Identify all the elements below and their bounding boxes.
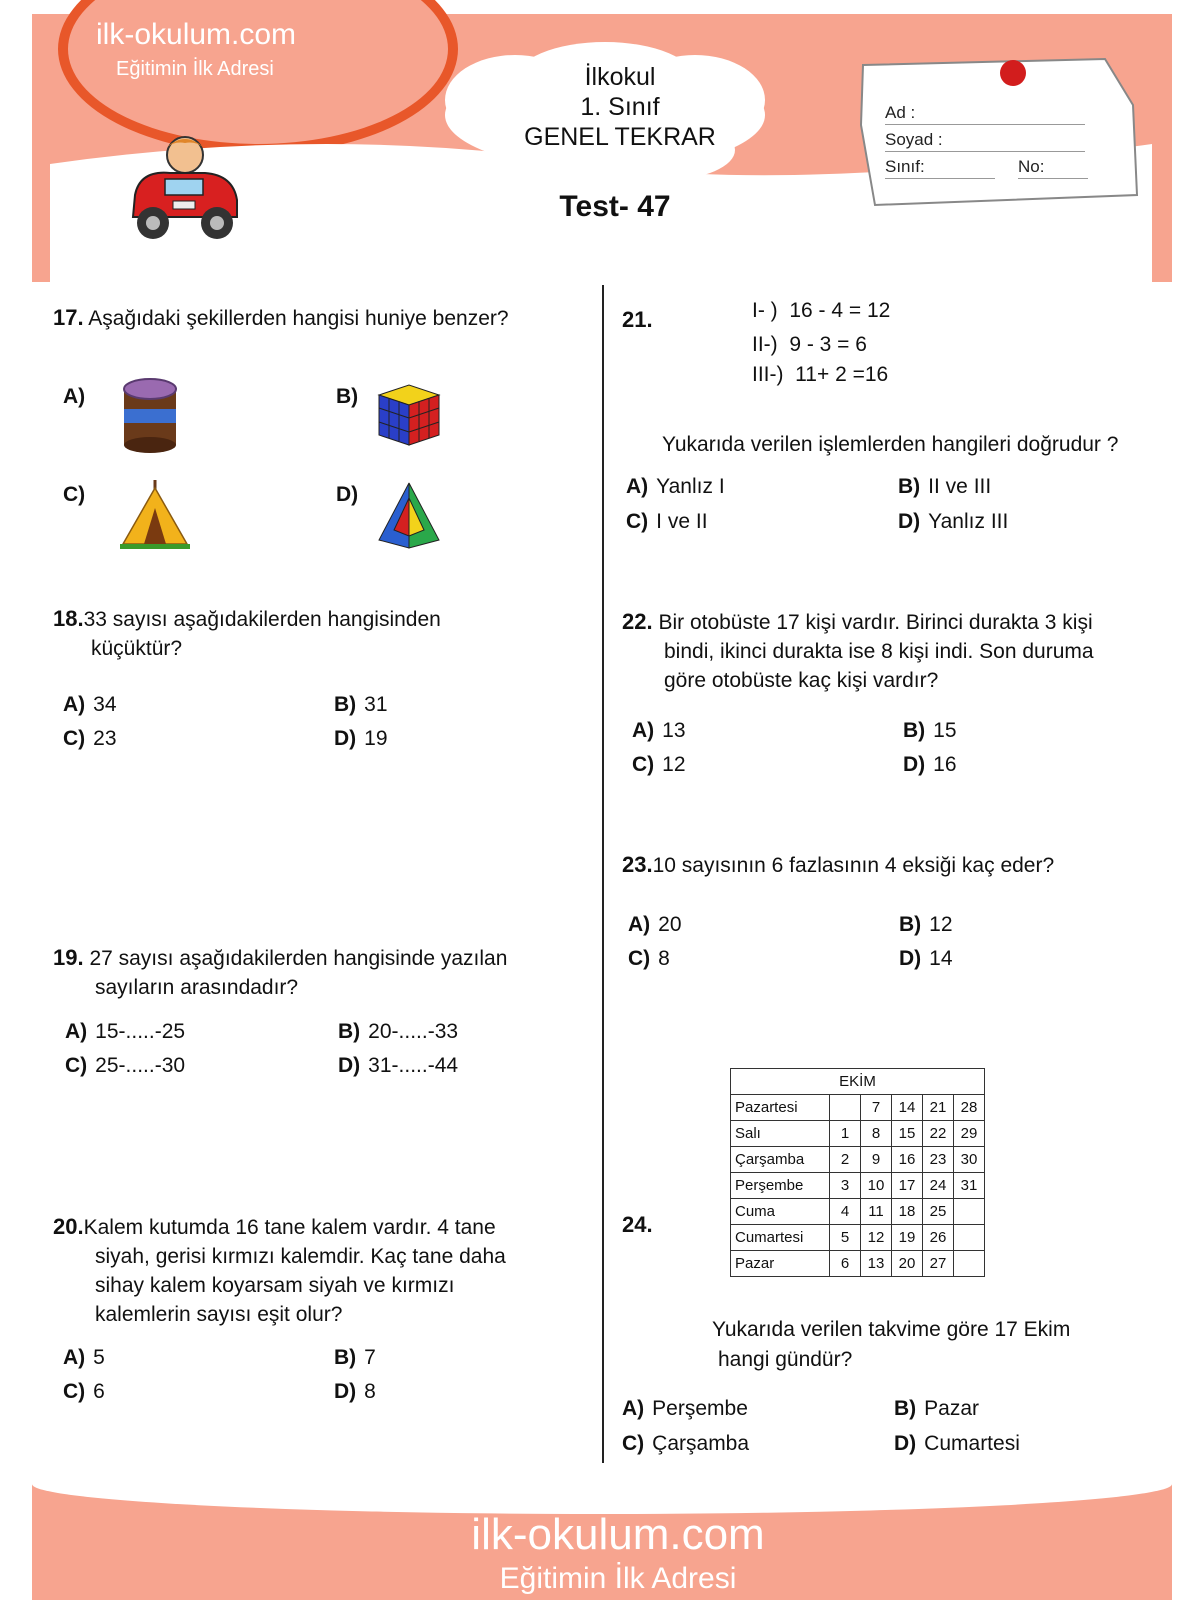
label-soyad: Soyad : bbox=[885, 130, 943, 149]
october-calendar bbox=[730, 1068, 985, 1277]
question-text: 10 sayısının 6 fazlasının 4 eksiği kaç eder? bbox=[652, 854, 1055, 877]
calendar-day-name: Pazartesi bbox=[731, 1095, 830, 1121]
calendar-date: 22 bbox=[923, 1121, 954, 1147]
grade-level: 1. Sınıf bbox=[580, 93, 660, 121]
calendar-date: 4 bbox=[830, 1199, 861, 1225]
calendar-date: 29 bbox=[954, 1121, 985, 1147]
option-d[interactable] bbox=[899, 947, 953, 971]
option-c[interactable]: C) bbox=[63, 483, 86, 506]
calendar-date: 28 bbox=[954, 1095, 985, 1121]
calendar-row bbox=[731, 1225, 985, 1251]
logo-site-name[interactable]: ilk-okulum.com bbox=[96, 18, 297, 51]
calendar-date: 27 bbox=[923, 1251, 954, 1277]
option-letter: C) bbox=[63, 1380, 86, 1403]
option-b[interactable] bbox=[338, 1020, 458, 1044]
statement-text: 16 - 4 = 12 bbox=[789, 299, 891, 322]
option-c[interactable] bbox=[622, 1432, 749, 1456]
option-a[interactable] bbox=[622, 1397, 748, 1421]
option-value: I ve II bbox=[656, 510, 708, 533]
calendar-date: 19 bbox=[892, 1225, 923, 1251]
option-letter: B) bbox=[898, 475, 921, 498]
calendar-date bbox=[954, 1251, 985, 1277]
option-b[interactable] bbox=[334, 1346, 376, 1370]
question-number: 17. bbox=[53, 305, 84, 330]
option-letter: A) bbox=[65, 1020, 88, 1043]
calendar-date: 17 bbox=[892, 1173, 923, 1199]
question-24-number: 24. bbox=[622, 1212, 653, 1237]
option-d[interactable] bbox=[894, 1432, 1020, 1456]
option-value: Yanlız I bbox=[656, 475, 725, 498]
cube-image bbox=[374, 380, 444, 450]
question-text-line1: Kalem kutumda 16 tane kalem vardır. 4 tane bbox=[83, 1216, 496, 1239]
calendar-day-name: Cumartesi bbox=[731, 1225, 830, 1251]
calendar-day-name: Perşembe bbox=[731, 1173, 830, 1199]
calendar-day-name: Cuma bbox=[731, 1199, 830, 1225]
thought-bubbles bbox=[240, 170, 440, 230]
option-letter: A) bbox=[622, 1397, 645, 1420]
option-value: 31 bbox=[364, 693, 388, 716]
question-text-line1: 33 sayısı aşağıdakilerden hangisinden bbox=[83, 608, 441, 631]
header-title bbox=[470, 62, 770, 152]
option-letter: B) bbox=[894, 1397, 917, 1420]
calendar-date: 3 bbox=[830, 1173, 861, 1199]
option-a[interactable]: A) bbox=[63, 385, 86, 408]
option-letter: C) bbox=[626, 510, 649, 533]
option-value: Yanlız III bbox=[928, 510, 1009, 533]
calendar-date: 11 bbox=[861, 1199, 892, 1225]
option-letter: D) bbox=[338, 1054, 361, 1077]
statement-3 bbox=[752, 360, 888, 390]
calendar-date: 25 bbox=[923, 1199, 954, 1225]
question-text-line1: 27 sayısı aşağıdakilerden hangisinde yazılan bbox=[89, 947, 508, 970]
statement-label: III-) bbox=[752, 363, 784, 386]
option-letter: D) bbox=[898, 510, 921, 533]
option-c[interactable] bbox=[63, 727, 117, 751]
calendar-day-name: Pazar bbox=[731, 1251, 830, 1277]
calendar-date: 7 bbox=[861, 1095, 892, 1121]
calendar-date: 15 bbox=[892, 1121, 923, 1147]
calendar-title: EKİM bbox=[731, 1069, 985, 1095]
calendar-date bbox=[830, 1095, 861, 1121]
column-divider bbox=[602, 285, 604, 1463]
question-text: Aşağıdaki şekillerden hangisi huniye benzer? bbox=[88, 307, 509, 330]
label-ad: Ad : bbox=[885, 103, 916, 122]
option-letter: D) bbox=[903, 753, 926, 776]
statement-label: I- ) bbox=[752, 299, 778, 322]
option-letter: C) bbox=[63, 727, 86, 750]
question-text-line3: göre otobüste kaç kişi vardır? bbox=[664, 669, 939, 692]
calendar-date: 16 bbox=[892, 1147, 923, 1173]
calendar-date: 26 bbox=[923, 1225, 954, 1251]
option-d[interactable] bbox=[903, 753, 957, 777]
calendar-date: 6 bbox=[830, 1251, 861, 1277]
cylinder-image bbox=[116, 375, 186, 455]
option-value: 8 bbox=[658, 947, 670, 970]
calendar-date: 20 bbox=[892, 1251, 923, 1277]
option-value: 15-.....-25 bbox=[95, 1020, 186, 1043]
question-text-line2: siyah, gerisi kırmızı kalemdir. Kaç tane daha bbox=[95, 1245, 506, 1268]
option-letter: D) bbox=[894, 1432, 917, 1455]
calendar-date: 30 bbox=[954, 1147, 985, 1173]
option-letter: B) bbox=[903, 719, 926, 742]
option-b[interactable] bbox=[898, 475, 991, 499]
option-c[interactable] bbox=[626, 510, 708, 534]
option-d[interactable] bbox=[334, 1380, 376, 1404]
question-text-line2: hangi gündür? bbox=[718, 1348, 853, 1371]
option-value: 13 bbox=[662, 719, 686, 742]
calendar-date: 14 bbox=[892, 1095, 923, 1121]
question-number: 22. bbox=[622, 609, 653, 634]
calendar-body bbox=[731, 1095, 985, 1277]
label-no: No: bbox=[1018, 157, 1045, 176]
option-value: Perşembe bbox=[652, 1397, 748, 1420]
option-letter: A) bbox=[63, 693, 86, 716]
option-value: 23 bbox=[93, 727, 117, 750]
option-letter: D) bbox=[334, 727, 357, 750]
calendar-date: 12 bbox=[861, 1225, 892, 1251]
option-value: Cumartesi bbox=[924, 1432, 1020, 1455]
option-value: 16 bbox=[933, 753, 957, 776]
calendar-date: 1 bbox=[830, 1121, 861, 1147]
question-21-number: 21. bbox=[622, 307, 653, 332]
option-letter: A) bbox=[63, 1346, 86, 1369]
option-c[interactable] bbox=[632, 753, 686, 777]
option-d[interactable] bbox=[338, 1054, 458, 1078]
footer-tagline: Eğitimin İlk Adresi bbox=[499, 1562, 737, 1595]
question-text: Yukarıda verilen işlemlerden hangileri doğrudur ? bbox=[662, 433, 1119, 456]
pushpin-icon bbox=[1000, 60, 1026, 86]
option-value: Pazar bbox=[924, 1397, 980, 1420]
option-value: Çarşamba bbox=[652, 1432, 750, 1455]
calendar-date: 18 bbox=[892, 1199, 923, 1225]
question-number: 18. bbox=[53, 606, 84, 631]
option-a[interactable] bbox=[626, 475, 725, 499]
option-a[interactable] bbox=[628, 913, 682, 937]
sinif-field[interactable] bbox=[885, 178, 995, 179]
option-letter: C) bbox=[628, 947, 651, 970]
option-letter: C) bbox=[632, 753, 655, 776]
statement-label: II-) bbox=[752, 333, 778, 356]
option-value: 6 bbox=[93, 1380, 105, 1403]
option-c[interactable] bbox=[65, 1054, 185, 1078]
question-23 bbox=[622, 850, 1054, 881]
question-17 bbox=[53, 303, 509, 334]
option-letter: D) bbox=[899, 947, 922, 970]
option-letter: A) bbox=[632, 719, 655, 742]
option-a[interactable] bbox=[63, 693, 117, 717]
option-d[interactable] bbox=[898, 510, 1008, 534]
option-value: 19 bbox=[364, 727, 388, 750]
question-18 bbox=[53, 604, 441, 635]
calendar-date: 21 bbox=[923, 1095, 954, 1121]
question-text-line3: sihay kalem koyarsam siyah ve kırmızı bbox=[95, 1274, 455, 1297]
option-letter: D) bbox=[334, 1380, 357, 1403]
calendar-date: 5 bbox=[830, 1225, 861, 1251]
question-text-line1: Bir otobüste 17 kişi vardır. Birinci durakta 3 kişi bbox=[658, 611, 1093, 634]
option-c[interactable] bbox=[63, 1380, 105, 1404]
question-number: 23. bbox=[622, 852, 653, 877]
label-sinif: Sınıf: bbox=[885, 157, 925, 176]
statement-text: 9 - 3 = 6 bbox=[789, 333, 867, 356]
option-letter: B) bbox=[334, 693, 357, 716]
option-letter: C) bbox=[65, 1054, 88, 1077]
option-letter: B) bbox=[338, 1020, 361, 1043]
option-a[interactable] bbox=[65, 1020, 185, 1044]
calendar-row bbox=[731, 1251, 985, 1277]
option-value: II ve III bbox=[928, 475, 992, 498]
option-b[interactable]: B) bbox=[336, 385, 359, 408]
option-d[interactable]: D) bbox=[336, 483, 359, 506]
option-letter: A) bbox=[628, 913, 651, 936]
cone-tent-image bbox=[118, 478, 193, 553]
subject-title: GENEL TEKRAR bbox=[524, 123, 716, 151]
question-text-line1: Yukarıda verilen takvime göre 17 Ekim bbox=[712, 1318, 1071, 1341]
option-b[interactable] bbox=[903, 719, 957, 743]
calendar-date: 9 bbox=[861, 1147, 892, 1173]
option-value: 34 bbox=[93, 693, 117, 716]
calendar-date: 24 bbox=[923, 1173, 954, 1199]
option-letter: B) bbox=[899, 913, 922, 936]
statement-text: 11+ 2 =16 bbox=[795, 363, 889, 386]
option-b[interactable] bbox=[899, 913, 953, 937]
option-value: 20 bbox=[658, 913, 682, 936]
option-a[interactable] bbox=[63, 1346, 105, 1370]
calendar-row bbox=[731, 1095, 985, 1121]
option-value: 25-.....-30 bbox=[95, 1054, 186, 1077]
option-letter: C) bbox=[622, 1432, 645, 1455]
school-level: İlkokul bbox=[584, 63, 656, 91]
soyad-field[interactable] bbox=[885, 151, 1085, 152]
ad-field[interactable] bbox=[885, 124, 1085, 125]
option-value: 20-.....-33 bbox=[368, 1020, 459, 1043]
option-c[interactable] bbox=[628, 947, 670, 971]
calendar-date: 10 bbox=[861, 1173, 892, 1199]
statement-1 bbox=[752, 296, 890, 326]
option-d[interactable] bbox=[334, 727, 388, 751]
car-illustration bbox=[125, 135, 245, 250]
option-letter: B) bbox=[334, 1346, 357, 1369]
no-field[interactable] bbox=[1018, 178, 1088, 179]
question-19 bbox=[53, 943, 507, 974]
option-value: 15 bbox=[933, 719, 957, 742]
calendar-date bbox=[954, 1225, 985, 1251]
calendar-day-name: Salı bbox=[731, 1121, 830, 1147]
calendar-row bbox=[731, 1147, 985, 1173]
statement-2 bbox=[752, 330, 867, 360]
option-b[interactable] bbox=[894, 1397, 979, 1421]
option-value: 14 bbox=[929, 947, 953, 970]
option-letter: A) bbox=[626, 475, 649, 498]
calendar-day-name: Çarşamba bbox=[731, 1147, 830, 1173]
question-number: 19. bbox=[53, 945, 84, 970]
option-value: 31-.....-44 bbox=[368, 1054, 459, 1077]
question-text-line2: bindi, ikinci durakta ise 8 kişi indi. Son duruma bbox=[664, 640, 1094, 663]
question-text-line4: kalemlerin sayısı eşit olur? bbox=[95, 1303, 343, 1326]
calendar-row bbox=[731, 1199, 985, 1225]
calendar-date: 13 bbox=[861, 1251, 892, 1277]
calendar-date bbox=[954, 1199, 985, 1225]
calendar-date: 31 bbox=[954, 1173, 985, 1199]
calendar-date: 8 bbox=[861, 1121, 892, 1147]
option-value: 8 bbox=[364, 1380, 376, 1403]
test-number: Test- 47 bbox=[559, 190, 671, 223]
question-text-line2: sayıların arasındadır? bbox=[95, 976, 299, 999]
option-value: 7 bbox=[364, 1346, 376, 1369]
option-a[interactable] bbox=[632, 719, 686, 743]
question-20 bbox=[53, 1212, 496, 1243]
option-b[interactable] bbox=[334, 693, 388, 717]
question-number: 20. bbox=[53, 1214, 84, 1239]
calendar-date: 23 bbox=[923, 1147, 954, 1173]
pyramid-image bbox=[374, 478, 444, 553]
calendar-row bbox=[731, 1121, 985, 1147]
calendar-row bbox=[731, 1173, 985, 1199]
calendar-date: 2 bbox=[830, 1147, 861, 1173]
option-value: 12 bbox=[662, 753, 686, 776]
option-value: 5 bbox=[93, 1346, 105, 1369]
option-value: 12 bbox=[929, 913, 953, 936]
question-text-line2: küçüktür? bbox=[91, 637, 183, 660]
logo-tagline: Eğitimin İlk Adresi bbox=[116, 58, 274, 80]
question-22 bbox=[622, 607, 1093, 638]
footer-site-name[interactable]: ilk-okulum.com bbox=[471, 1510, 765, 1559]
